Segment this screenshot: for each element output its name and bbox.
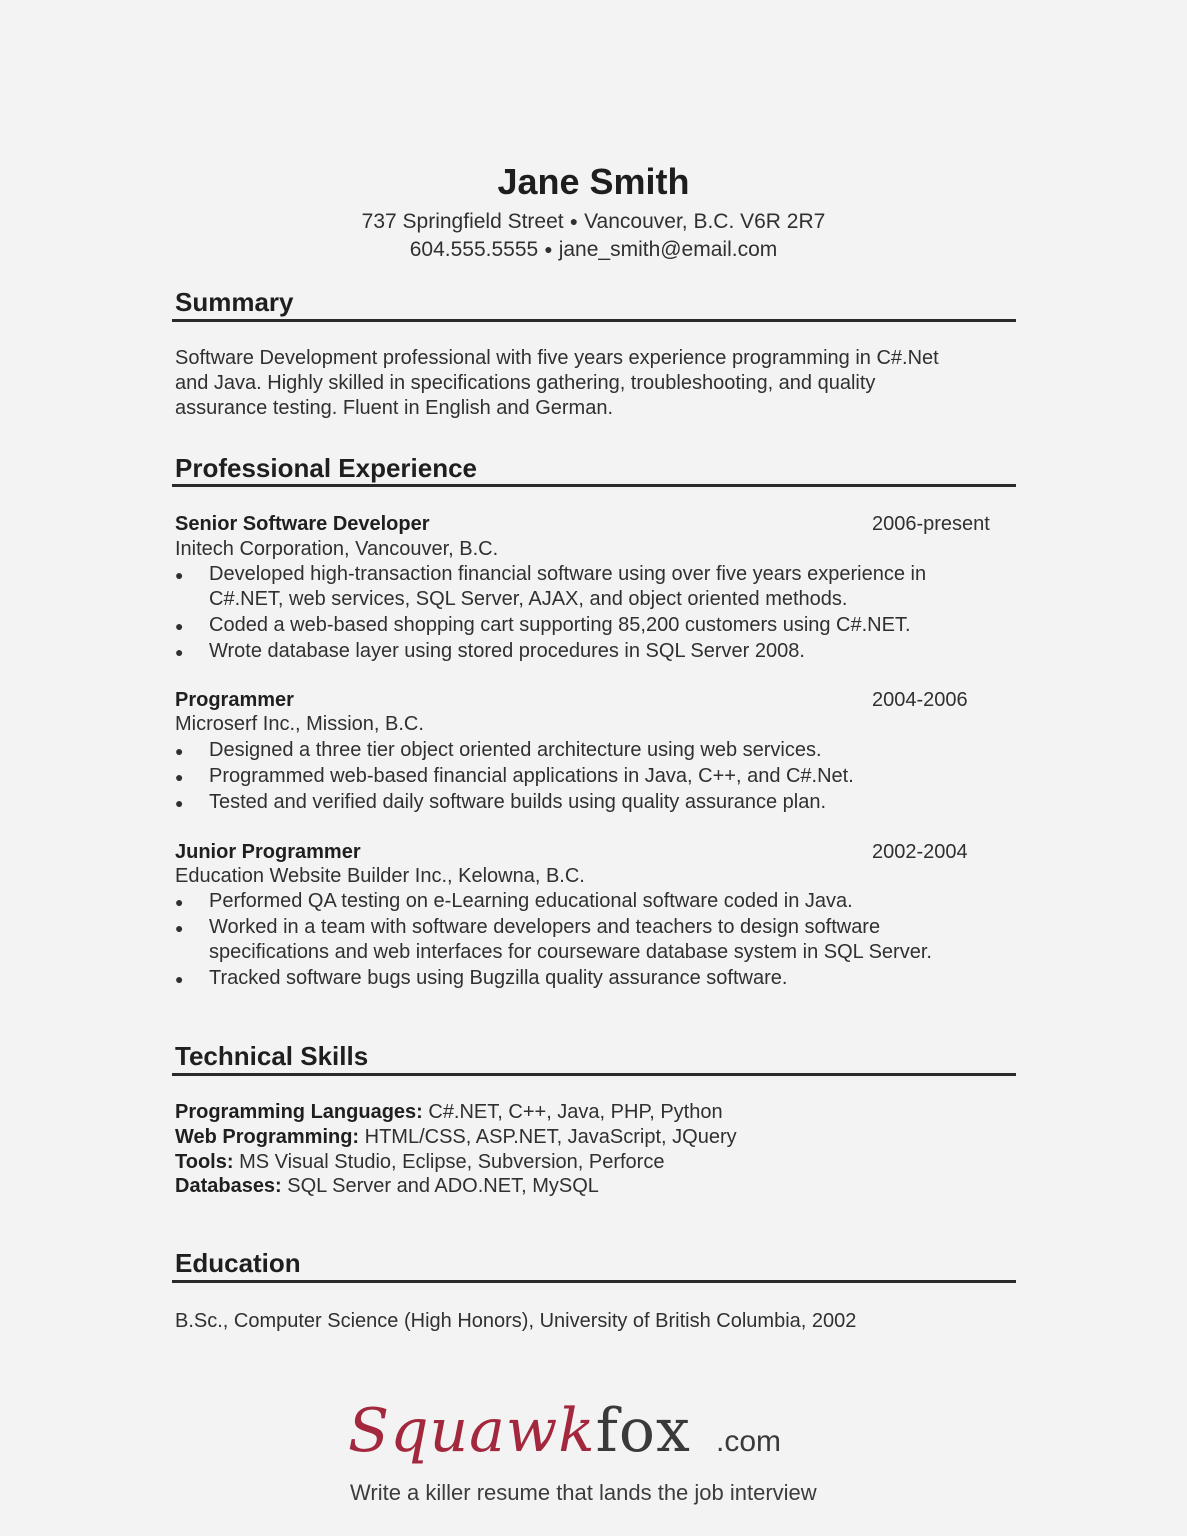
summary-text	[175, 346, 1005, 421]
experience-heading: Professional Experience	[175, 453, 478, 483]
job-dates: 2004-2006	[872, 689, 968, 711]
summary-line: assurance testing. Fluent in English and German.	[175, 397, 614, 419]
job-dates: 2002-2004	[872, 841, 968, 863]
phone: 604.555.5555	[409, 238, 539, 261]
street: 737 Springfield Street	[361, 210, 564, 233]
education-heading: Education	[175, 1248, 301, 1278]
address-line	[0, 207, 1187, 236]
section-divider	[172, 484, 1016, 487]
summary-heading: Summary	[175, 287, 294, 317]
section-divider	[172, 1280, 1016, 1283]
bullet-dot: ●	[175, 971, 184, 987]
list-item: ● Developed high-transaction financial software using over five years experience in C#.NET, web services, SQL Server, AJAX, and object oriented methods.	[175, 563, 927, 610]
skills-heading: Technical Skills	[175, 1041, 369, 1071]
bullet-dot: ●	[175, 894, 184, 910]
section-divider	[172, 319, 1016, 322]
list-item: ● Coded a web-based shopping cart supporting 85,200 customers using C#.NET.	[175, 613, 1005, 638]
separator-dot: ●	[569, 213, 579, 229]
job-company: Education Website Builder Inc., Kelowna, B.C.	[175, 865, 585, 887]
bullet-dot: ●	[175, 769, 184, 785]
logo-dotcom: .com	[716, 1425, 782, 1458]
job-title: Junior Programmer	[175, 841, 361, 863]
list-item: ● Wrote database layer using stored procedures in SQL Server 2008.	[175, 639, 1005, 664]
list-item: ● Designed a three tier object oriented architecture using web services.	[175, 738, 1005, 763]
squawkfox-logo	[348, 1396, 848, 1466]
contact-line	[0, 235, 1187, 264]
summary-line: Software Development professional with five years experience programming in C#.Net	[175, 347, 939, 369]
skill-line: Web Programming: HTML/CSS, ASP.NET, JavaScript, JQuery	[175, 1126, 737, 1148]
skill-line: Databases: SQL Server and ADO.NET, MySQL	[175, 1175, 599, 1197]
separator-dot: ●	[544, 241, 553, 257]
list-item: ● Tracked software bugs using Bugzilla quality assurance software.	[175, 966, 1005, 991]
summary-line: and Java. Highly skilled in specifications gathering, troubleshooting, and quality	[175, 372, 876, 394]
bullet-dot: ●	[175, 920, 184, 936]
job-company: Microserf Inc., Mission, B.C.	[175, 713, 424, 735]
bullet-dot: ●	[175, 795, 184, 811]
email[interactable]: jane_smith@email.com	[558, 238, 778, 261]
bullet-dot: ●	[175, 567, 184, 583]
job-title: Programmer	[175, 689, 294, 711]
bullet-dot: ●	[175, 618, 184, 634]
job-title: Senior Software Developer	[175, 513, 430, 535]
bullet-dot: ●	[175, 743, 184, 759]
list-item: ● Tested and verified daily software builds using quality assurance plan.	[175, 790, 1005, 815]
logo-tagline: Write a killer resume that lands the job interview	[350, 1480, 817, 1505]
list-item: ● Worked in a team with software developers and teachers to design software specifications and web interfaces for courseware database system in SQL Server.	[175, 916, 932, 963]
skill-line: Programming Languages: C#.NET, C++, Java, PHP, Python	[175, 1101, 723, 1123]
logo-wordmark: Squawkfox	[348, 1396, 691, 1466]
candidate-name: Jane Smith	[497, 161, 690, 202]
list-item: ● Performed QA testing on e-Learning educational software coded in Java.	[175, 889, 1005, 914]
skill-line: Tools: MS Visual Studio, Eclipse, Subversion, Perforce	[175, 1151, 665, 1173]
job-dates: 2006-present	[872, 513, 990, 535]
list-item: ● Programmed web-based financial applications in Java, C++, and C#.Net.	[175, 764, 1005, 789]
education-text: B.Sc., Computer Science (High Honors), University of British Columbia, 2002	[175, 1310, 857, 1332]
job-bullets	[175, 889, 1005, 992]
bullet-dot: ●	[175, 644, 184, 660]
job-company: Initech Corporation, Vancouver, B.C.	[175, 538, 499, 560]
job-bullets	[175, 562, 1005, 665]
city: Vancouver, B.C. V6R 2R7	[584, 210, 826, 233]
section-divider	[172, 1073, 1016, 1076]
job-bullets	[175, 738, 1005, 816]
